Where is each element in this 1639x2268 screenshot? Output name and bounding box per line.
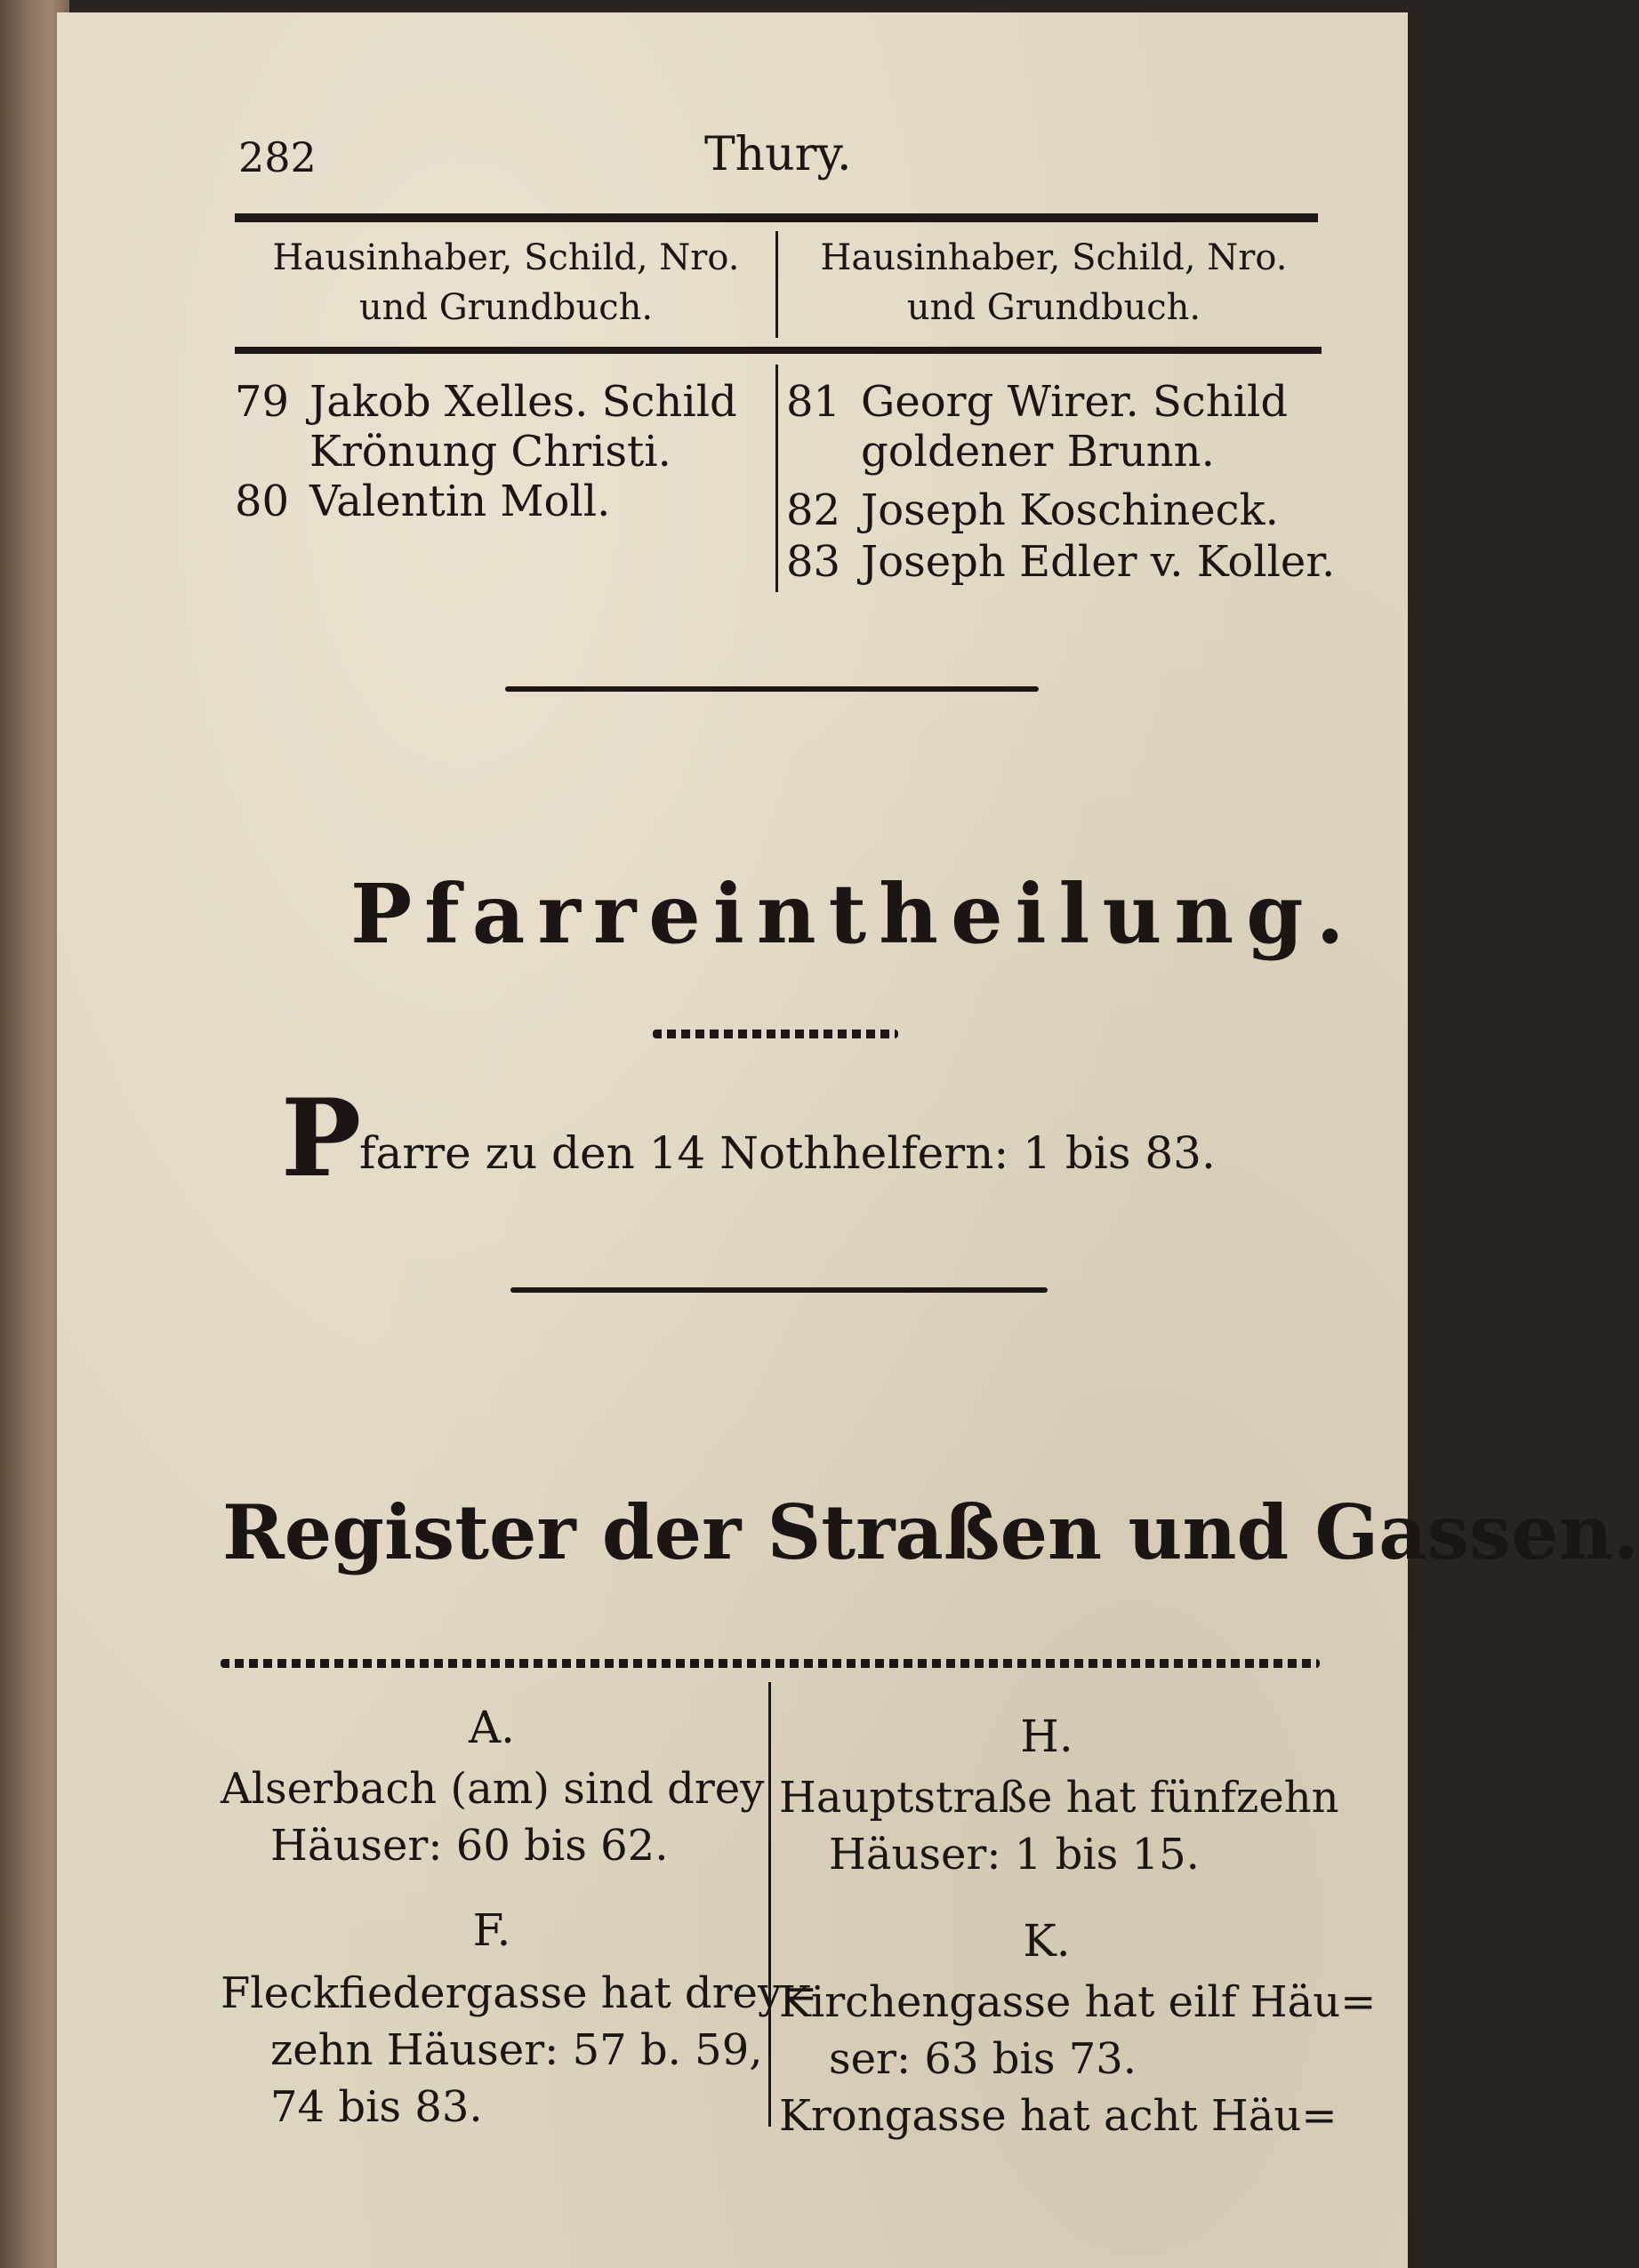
section-divider [510, 1287, 1048, 1293]
entry-number: 83 [786, 537, 841, 587]
section-divider [505, 686, 1039, 692]
register-letter: H. [1020, 1711, 1073, 1762]
register-entry-line: Krongasse hat acht Häu= [779, 2091, 1338, 2141]
running-head: Thury. [704, 128, 852, 181]
register-entry-line: ser: 63 bis 73. [829, 2034, 1137, 2084]
section-heading-register: Register der Straßen und Gassen. [222, 1488, 1639, 1576]
table-column-divider [775, 365, 778, 592]
register-entry-line: Alserbach (am) sind drey [221, 1764, 765, 1814]
entry-text: Joseph Koschineck. [861, 485, 1279, 535]
register-letter: K. [1023, 1915, 1071, 1967]
register-entry-line: zehn Häuser: 57 b. 59, [270, 2025, 763, 2075]
page-number: 282 [238, 133, 317, 181]
entry-text: goldener Brunn. [861, 427, 1215, 477]
book-page [57, 12, 1639, 2268]
register-entry-line: 74 bis 83. [270, 2082, 483, 2132]
entry-text: Valentin Moll. [309, 477, 611, 526]
entry-number: 80 [235, 477, 290, 526]
register-column-divider [768, 1682, 771, 2127]
entry-text: Jakob Xelles. Schild [309, 377, 737, 427]
register-entry-line: Kirchengasse hat eilf Häu= [779, 1977, 1377, 2027]
register-letter: F. [472, 1904, 511, 1956]
parish-line: farre zu den 14 Nothhelfern: 1 bis 83. [359, 1127, 1216, 1179]
col-header-right-line2: und Grundbuch. [906, 287, 1201, 328]
col-header-right-line1: Hausinhaber, Schild, Nro. [820, 237, 1288, 278]
col-header-divider [775, 231, 778, 338]
col-header-left-line1: Hausinhaber, Schild, Nro. [272, 237, 740, 278]
entry-number: 79 [235, 377, 290, 427]
wavy-ornament [653, 1030, 898, 1038]
wavy-ornament [221, 1659, 1320, 1668]
col-header-right [783, 233, 1325, 333]
register-entry-line: Fleckfiedergasse hat drey= [221, 1968, 818, 2018]
table-header-rule [235, 347, 1322, 354]
entry-text: Krönung Christi. [309, 427, 671, 477]
register-entry-line: Hauptstraße hat fünfzehn [779, 1773, 1339, 1823]
entry-text: Joseph Edler v. Koller. [861, 537, 1336, 587]
register-entry-line: Häuser: 1 bis 15. [829, 1830, 1200, 1879]
entry-text: Georg Wirer. Schild [861, 377, 1289, 427]
entry-number: 81 [786, 377, 841, 427]
header-rule [235, 213, 1318, 222]
register-letter: A. [468, 1702, 515, 1753]
entry-number: 82 [786, 485, 841, 535]
register-entry-line: Häuser: 60 bis 62. [270, 1821, 669, 1871]
drop-cap: P [281, 1076, 362, 1201]
section-heading-pfarreintheilung: Pfarreintheilung. [350, 866, 1357, 962]
col-header-left [235, 233, 777, 333]
col-header-left-line2: und Grundbuch. [358, 287, 654, 328]
